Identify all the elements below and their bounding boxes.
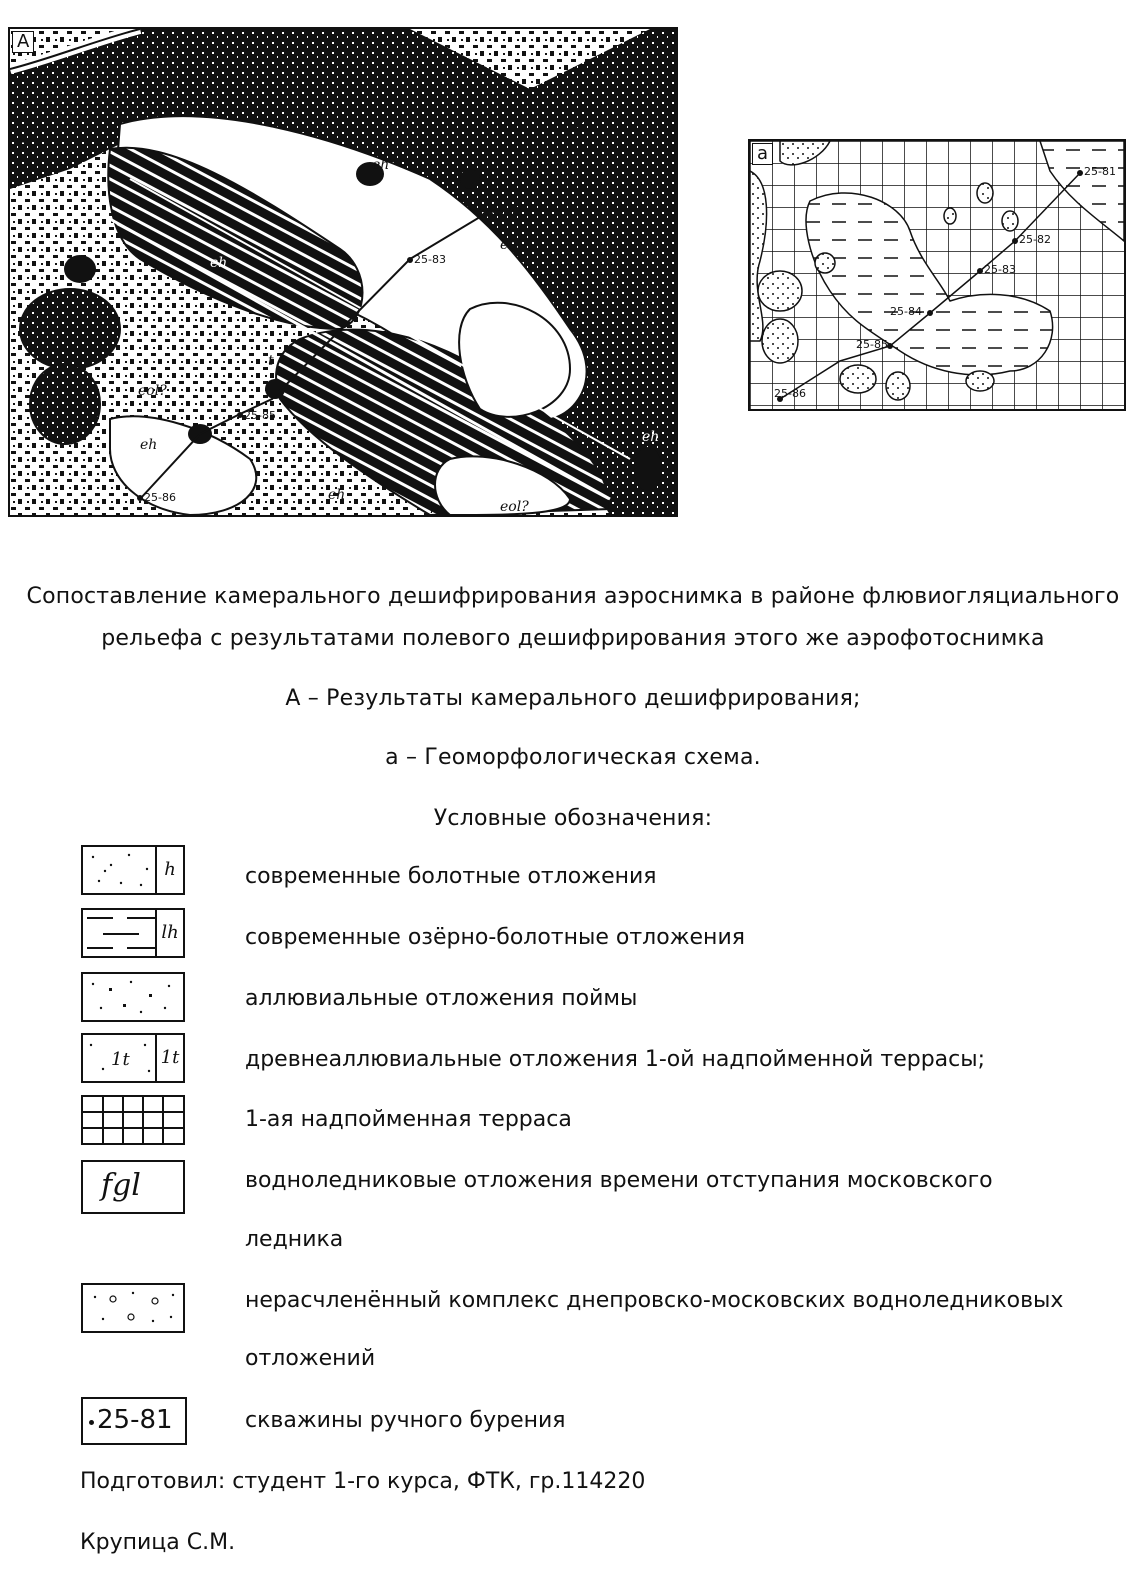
legend-swatch-swamp [81,845,185,895]
label-eol-1: eol? [500,237,529,253]
legend-dots-circles-icon [83,1285,183,1331]
legend-swatch-terrace-deposits [81,1033,185,1083]
legend-swatch-terrace [81,1095,185,1145]
label-borehole-25-83: 25-83 [414,253,446,266]
label-eh-3: eh [140,437,158,453]
scheme-borehole-25-85: 25-85 [856,338,888,351]
label-eh-5: eh [642,429,660,445]
legend-dots-squares-icon [83,974,183,1020]
footer-author: Крупица С.М. [80,1530,236,1555]
footer-prepared-by: Подготовил: студент 1-го курса, ФТК, гр.114220 [80,1469,646,1494]
label-h-2: h [430,501,440,515]
legend-dots-icon [83,847,159,893]
legend-swatch-lake-swamp [81,908,185,958]
label-h-1: h [18,137,28,153]
legend-inner-code-1t: 1t [111,1049,130,1070]
caption-panel-A: А – Результаты камерального дешифрирования; [285,686,861,711]
legend-code-h: h [155,847,183,893]
legend-text-undivided-line2: отложений [245,1346,376,1371]
legend-code-fgl: fgl [101,1168,141,1203]
label-eol-3: eol? [500,499,529,515]
label-borehole-25-85: 25-85 [244,409,276,422]
geomorphological-scheme-panel [748,139,1126,411]
label-eol-2: eol? [138,383,167,399]
legend-text-fgl-line2: ледника [245,1227,344,1252]
aerial-photo-drawing [10,29,676,515]
scheme-borehole-25-82: 25-82 [1019,233,1051,246]
scheme-borehole-25-81: 25-81 [1084,165,1116,178]
legend-swatch-borehole [81,1397,187,1445]
legend-text-borehole: скважины ручного бурения [245,1408,566,1433]
label-t-1: t [268,353,274,369]
legend-dots-1t-icon [83,1035,159,1081]
aerial-photo-panel [8,27,678,517]
legend-text-floodplain: аллювиальные отложения поймы [245,986,638,1011]
label-borehole-25-82: 25-82 [490,205,522,218]
label-borehole-25-86: 25-86 [144,491,176,504]
panel-label-A: A [12,31,34,53]
panel-label-a: a [752,143,773,165]
caption-title-line2: рельефа с результатами полевого дешифрирования этого же аэрофотоснимка [101,626,1045,651]
legend-text-undivided-line1: нерасчленённый комплекс днепровско-московских водноледниковых [245,1288,1064,1313]
legend-heading: Условные обозначения: [433,806,713,831]
label-eh-2: eh [372,157,390,173]
legend-text-terrace: 1-ая надпойменная терраса [245,1107,572,1132]
scheme-drawing [750,141,1124,409]
scheme-borehole-25-84: 25-84 [890,305,922,318]
label-eh-4: eh [328,487,346,503]
legend-swatch-fgl [81,1160,185,1214]
legend-dash-icon [83,910,159,956]
legend-text-fgl-line1: водноледниковые отложения времени отступания московского [245,1168,993,1193]
caption-panel-a: а – Геоморфологическая схема. [385,745,761,770]
legend-code-lh: lh [155,910,183,956]
label-eh-1: eh [210,255,228,271]
caption-title-line1: Сопоставление камерального дешифрирования аэроснимка в районе флювиогляциального [26,584,1120,609]
legend-text-terrace-deposits: древнеаллювиальные отложения 1-ой надпойменной террасы; [245,1047,986,1072]
legend-text-swamp: современные болотные отложения [245,864,657,889]
legend-code-1t: 1t [155,1035,183,1081]
legend-borehole-dot-icon [89,1420,94,1425]
legend-text-lake-swamp: современные озёрно-болотные отложения [245,925,745,950]
legend-swatch-floodplain [81,972,185,1022]
scheme-borehole-25-83: 25-83 [984,263,1016,276]
legend-swatch-undivided [81,1283,185,1333]
legend-grid-icon [83,1097,183,1143]
scheme-borehole-25-86: 25-86 [774,387,806,400]
legend-code-borehole: 25-81 [97,1405,173,1435]
